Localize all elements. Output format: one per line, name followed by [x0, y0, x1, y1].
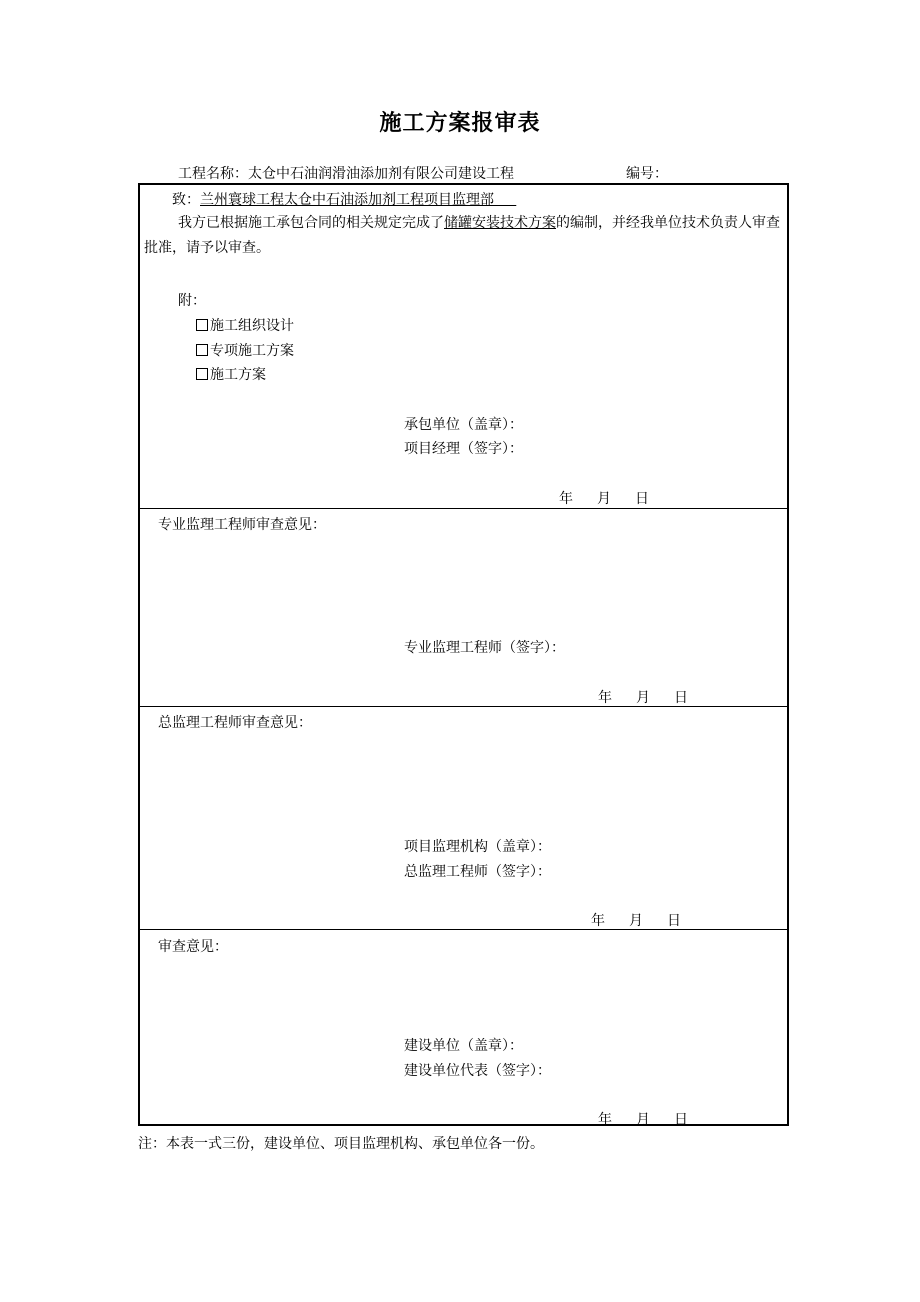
addressee-name: 兰州寰球工程太仓中石油添加剂工程项目监理部 [200, 192, 494, 208]
owner-review-heading: 审查意见： [158, 939, 228, 955]
project-name: 太仓中石油润滑油添加剂有限公司建设工程 [248, 166, 514, 182]
attachment-option[interactable]: 施工方案 [196, 364, 266, 384]
addressee-line [172, 189, 516, 209]
section-divider [140, 508, 787, 509]
footnote: 注：本表一式三份，建设单位、项目监理机构、承包单位各一份。 [138, 1136, 544, 1152]
plan-name: 储罐安装技术方案 [444, 215, 556, 231]
date-line: 年 月 日 [559, 491, 649, 507]
attachment-option[interactable]: 专项施工方案 [196, 340, 294, 360]
date-line: 年 月 日 [591, 913, 681, 929]
owner-rep-sign-label: 建设单位代表（签字）： [404, 1063, 551, 1079]
date-line: 年 月 日 [598, 690, 688, 706]
form-title: 施工方案报审表 [379, 110, 541, 136]
contractor-seal-label: 承包单位（盖章）： [404, 417, 523, 433]
submission-statement: 我方已根据施工承包合同的相关规定完成了储罐安装技术方案的编制，并经我单位技术负责人审查批准，请予以审查。 [144, 215, 780, 256]
date-line: 年 月 日 [598, 1112, 688, 1128]
chief-review-heading: 总监理工程师审查意见： [158, 715, 312, 731]
approval-form-table [138, 183, 789, 1126]
addressee-label: 致： [172, 192, 200, 208]
attachments-label: 附： [178, 293, 206, 309]
checkbox-icon[interactable] [196, 368, 208, 380]
checkbox-icon[interactable] [196, 319, 208, 331]
serial-number-label: 编号： [626, 166, 668, 182]
project-name-line [178, 163, 514, 183]
owner-seal-label: 建设单位（盖章）： [404, 1038, 523, 1054]
specialist-sign-label: 专业监理工程师（签字）： [404, 640, 565, 656]
attachment-option[interactable]: 施工组织设计 [196, 315, 294, 335]
section-divider [140, 929, 787, 930]
project-label: 工程名称： [178, 166, 248, 182]
section-divider [140, 706, 787, 707]
project-manager-sign-label: 项目经理（签字）： [404, 441, 523, 457]
chief-engineer-sign-label: 总监理工程师（签字）： [404, 864, 551, 880]
supervision-org-seal-label: 项目监理机构（盖章）： [404, 839, 551, 855]
checkbox-icon[interactable] [196, 344, 208, 356]
specialist-review-heading: 专业监理工程师审查意见： [158, 517, 326, 533]
